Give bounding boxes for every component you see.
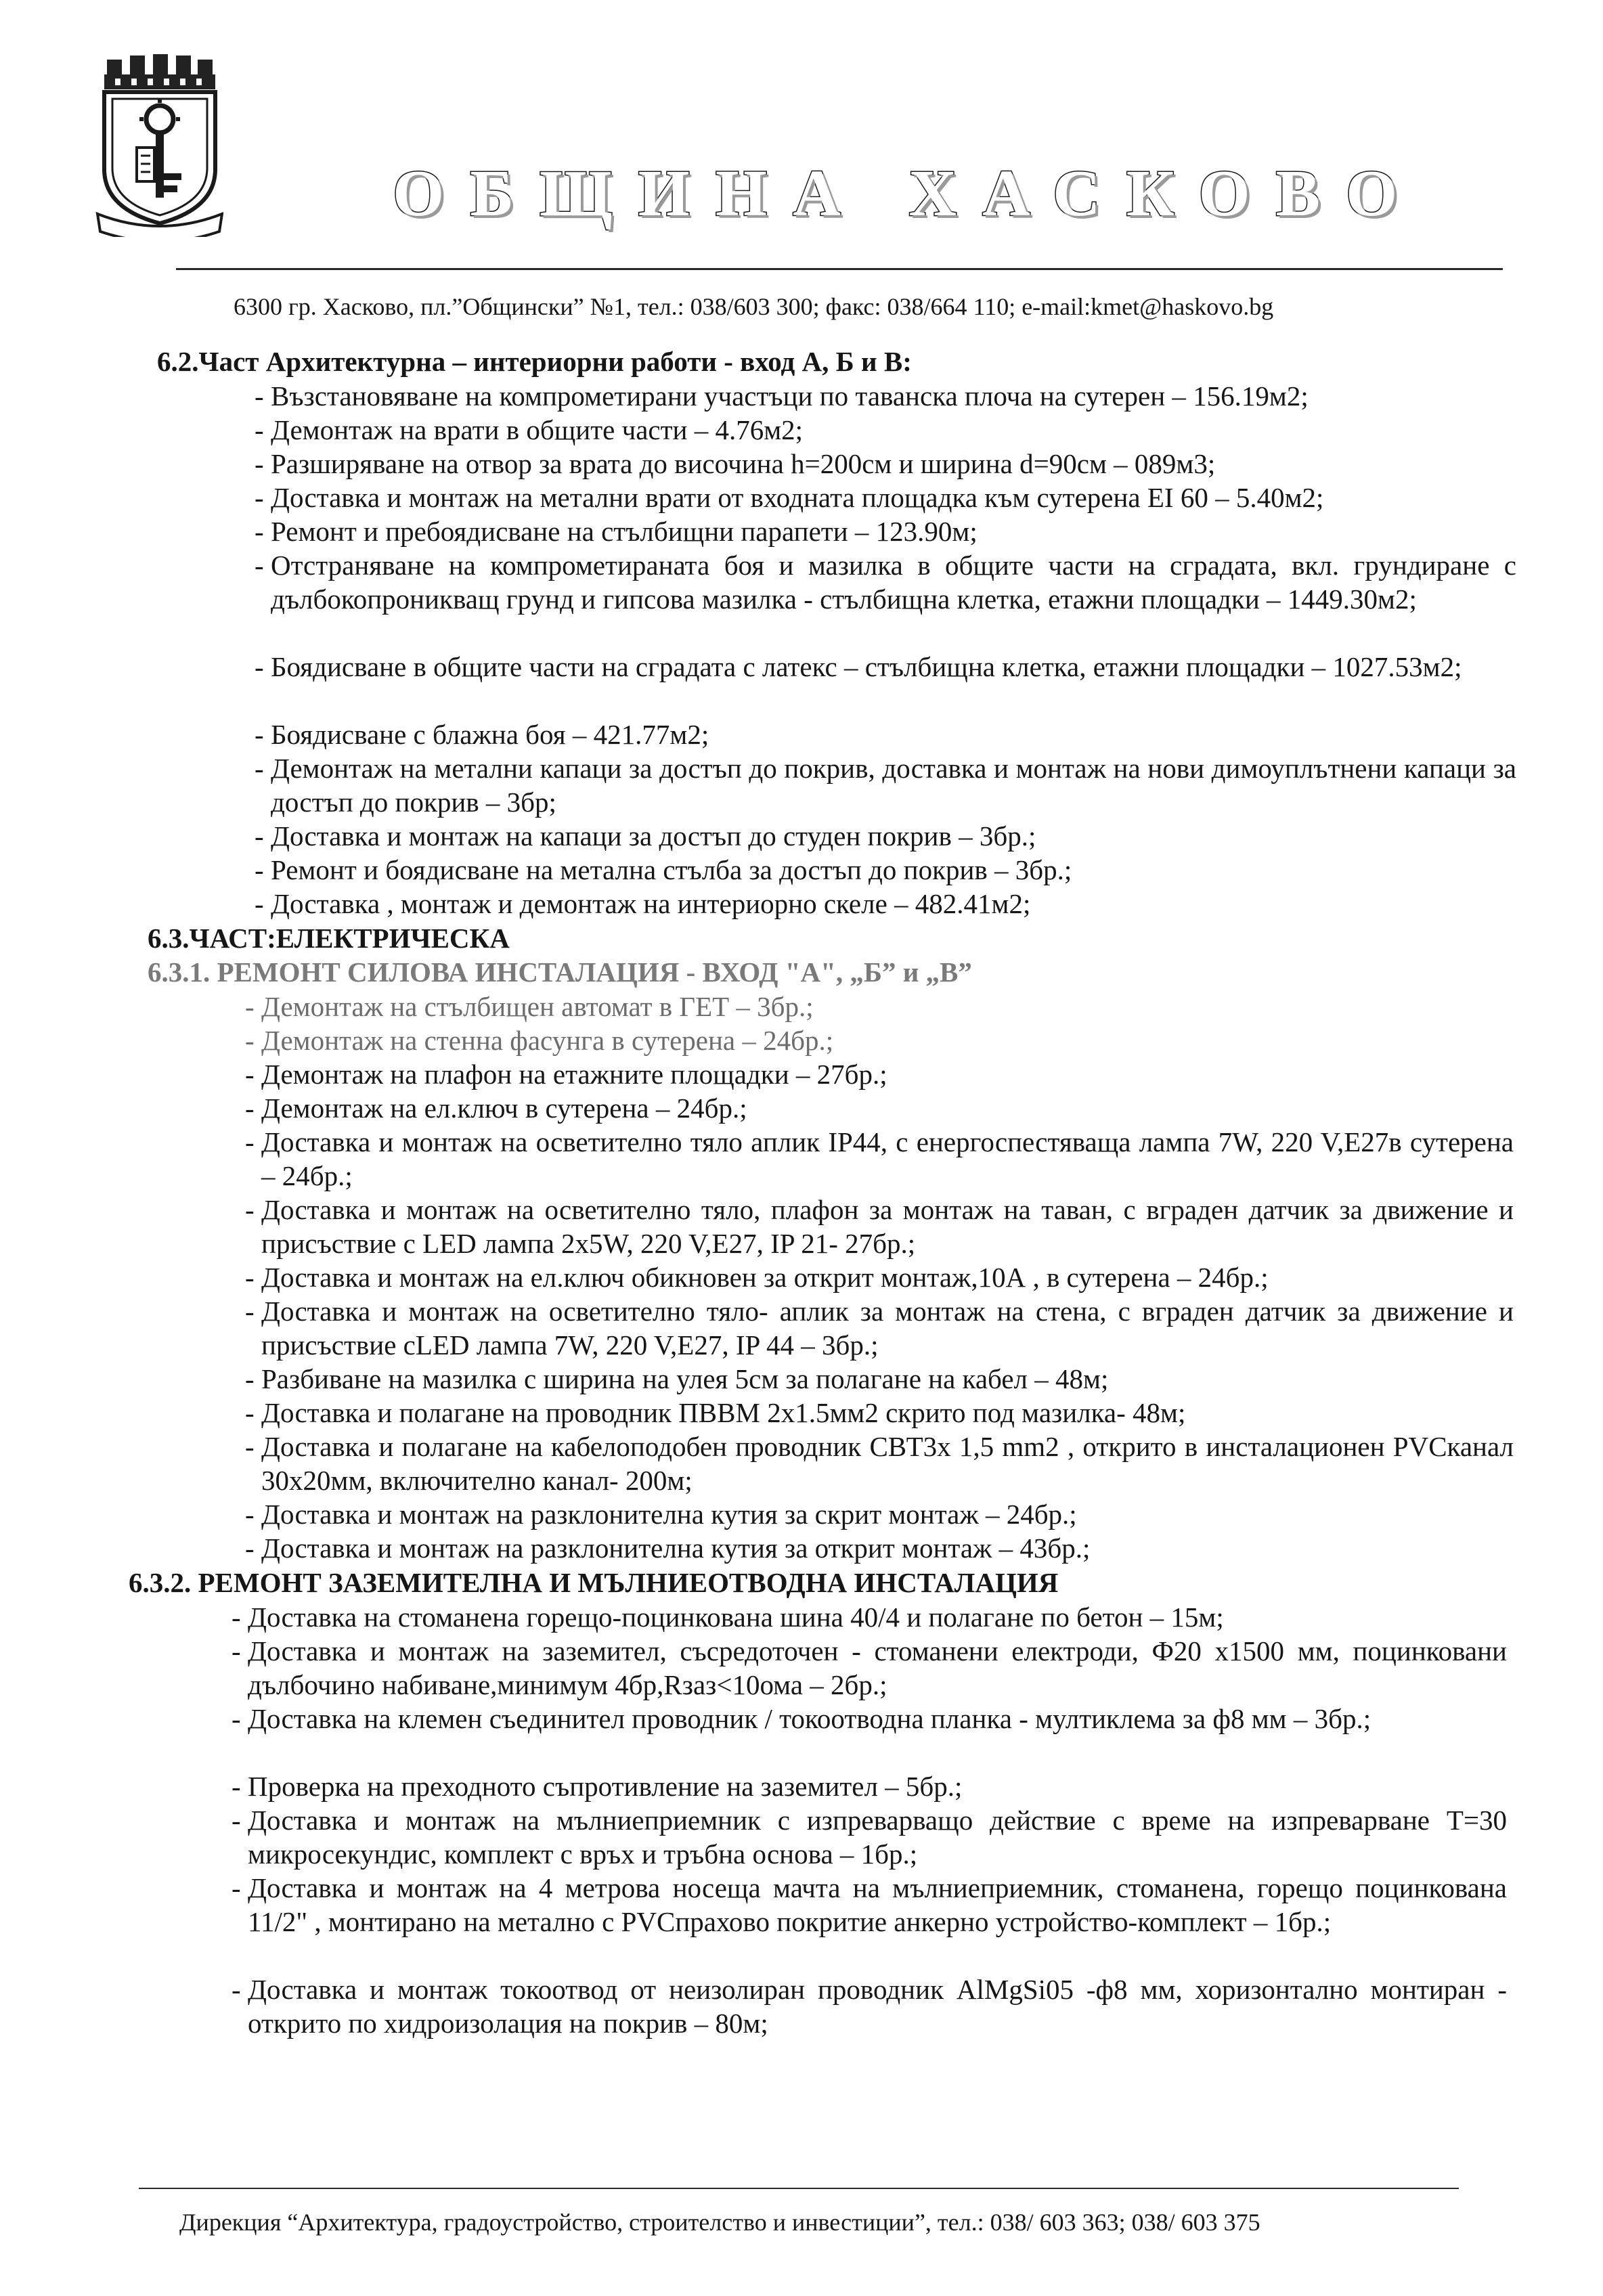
- list-item: - Доставка и монтаж на осветително тяло- аплик за монтаж на стена, с вграден датчик за движение и присъствие cLED лампа 7W, 220 V,E27, IP 44 – 3бр.;: [245, 1296, 1514, 1361]
- list-item: - Демонтаж на стълбищен автомат в ГЕТ – 3бр.;: [245, 991, 814, 1022]
- list-item: - Ремонт и пребоядисване на стълбищни парапети – 123.90м;: [255, 516, 978, 547]
- list-item: - Доставка и монтаж на метални врати от входната площадка към сутерена ЕІ 60 – 5.40м2;: [255, 482, 1324, 513]
- list-item: - Доставка на стоманена горещо-поцинкована шина 40/4 и полагане по бетон – 15м;: [232, 1602, 1224, 1633]
- section-heading: 6.3.2. РЕМОНТ ЗАЗЕМИТЕЛНА И МЪЛНИЕОТВОДНА ИНСТАЛАЦИЯ: [129, 1567, 1059, 1598]
- list-item: - Демонтаж на метални капаци за достъп до покрив, доставка и монтаж на нови димоуплътнени капаци за достъп до покрив – 3бр;: [255, 753, 1516, 818]
- list-item: - Доставка и полагане на проводник ПВВМ 2х1.5мм2 скрито под мазилка- 48м;: [245, 1397, 1186, 1428]
- list-item: - Доставка и монтаж на осветително тяло, плафон за монтаж на таван, с вграден датчик за движение и присъствие с LED лампа 2x5W, 220 V,E27, IP 21- 27бр.;: [245, 1194, 1514, 1259]
- section-heading: 6.3.1. РЕМОНТ СИЛОВА ИНСТАЛАЦИЯ - ВХОД "А", „Б” и „В”: [148, 956, 972, 988]
- list-item: - Ремонт и боядисване на метална стълба за достъп до покрив – 3бр.;: [255, 854, 1072, 885]
- section-heading: 6.2.Част Архитектурна – интериорни работи - вход А, Б и В:: [157, 346, 912, 377]
- list-item: - Възстановяване на компрометирани участъци по таванска плоча на сутерен – 156.19м2;: [255, 380, 1309, 412]
- list-item: - Разбиване на мазилка с ширина на улея 5см за полагане на кабел – 48м;: [245, 1363, 1109, 1394]
- list-item: - Разширяване на отвор за врата до височина h=200см и ширина d=90см – 089м3;: [255, 448, 1216, 479]
- footer-directorate: Дирекция “Архитектура, градоустройство, строителство и инвестиции”, тел.: 038/ 603 363; 038/ 603 375: [179, 2209, 1260, 2236]
- list-item: - Доставка на клемен съединител проводник / токоотводна планка - мултиклема за ф8 мм – 3бр.;: [232, 1703, 1371, 1734]
- list-item: - Боядисване в общите части на сградата с латекс – стълбищна клетка, етажни площадки – 1027.53м2;: [255, 651, 1462, 682]
- list-item: - Доставка и монтаж на разклонителна кутия за открит монтаж – 43бр.;: [245, 1532, 1091, 1564]
- list-item: - Доставка , монтаж и демонтаж на интериорно скеле – 482.41м2;: [255, 888, 1031, 919]
- list-item: - Проверка на преходното съпротивление на заземител – 5бр.;: [232, 1771, 963, 1802]
- footer-divider: [139, 2188, 1459, 2189]
- list-item: - Доставка и монтаж на заземител, съсредоточен - стоманени електроди, Ф20 x1500 мм, поцинковани дълбочино набиване,минимум 4бр,Rзаз<10ома – 2бр.;: [232, 1635, 1507, 1700]
- coat-of-arms-logo: [95, 54, 223, 237]
- list-item: - Доставка и монтаж на ел.ключ обикновен за открит монтаж,10А , в сутерена – 24бр.;: [245, 1262, 1269, 1293]
- organization-name: ОБЩИНА ХАСКОВО: [393, 157, 1424, 230]
- list-item: - Демонтаж на плафон на етажните площадки – 27бр.;: [245, 1059, 887, 1090]
- list-item: - Доставка и полагане на кабелоподобен проводник СВТ3х 1,5 mm2 , открито в инсталационен PVCканал 30х20мм, включително канал- 200м;: [245, 1431, 1514, 1496]
- list-item: - Демонтаж на стенна фасунга в сутерена – 24бр.;: [245, 1025, 834, 1056]
- list-item: - Доставка и монтаж на мълниеприемник с изпреварващо действие с време на изпреварване Т=30 микросекундис, комплект с връх и тръбна основа – 1бр.;: [232, 1805, 1507, 1870]
- list-item: - Доставка и монтаж на разклонителна кутия за скрит монтаж – 24бр.;: [245, 1499, 1077, 1530]
- list-item: - Доставка и монтаж токоотвод от неизолиран проводник AlMgSi05 -ф8 мм, хоризонтално монтиран - открито по хидроизолация на покрив – 80м;: [232, 1974, 1507, 2039]
- list-item: - Доставка и монтаж на капаци за достъп до студен покрив – 3бр.;: [255, 820, 1036, 852]
- list-item: - Отстраняване на компрометираната боя и мазилка в общите части на сградата, вкл. грундиране с дълбокопроникващ грунд и гипсова мазилка - стълбищна клетка, етажни площадки – 1449.30м2;: [255, 550, 1516, 615]
- contact-address: 6300 гр. Хасково, пл.”Общински” №1, тел.: 038/603 300; факс: 038/664 110; e-mail:kmet@haskovo.bg: [234, 293, 1274, 320]
- list-item: - Боядисване с блажна боя – 421.77м2;: [255, 719, 709, 750]
- header-divider: [176, 268, 1503, 270]
- list-item: - Доставка и монтаж на 4 метрова носеща мачта на мълниеприемник, стоманена, горещо поцинкована 11/2" , монтирано на метално с PVCпрахово покритие анкерно устройство-комплект – 1бр.;: [232, 1872, 1507, 1937]
- section-heading: 6.3.ЧАСТ:ЕЛЕКТРИЧЕСКА: [148, 923, 510, 954]
- list-item: - Доставка и монтаж на осветително тяло аплик IP44, с енергоспестяваща лампа 7W, 220 V,E27в сутерена – 24бр.;: [245, 1126, 1514, 1191]
- letterhead: [95, 47, 1516, 278]
- list-item: - Демонтаж на врати в общите части – 4.76м2;: [255, 414, 804, 445]
- list-item: - Демонтаж на ел.ключ в сутерена – 24бр.;: [245, 1092, 747, 1124]
